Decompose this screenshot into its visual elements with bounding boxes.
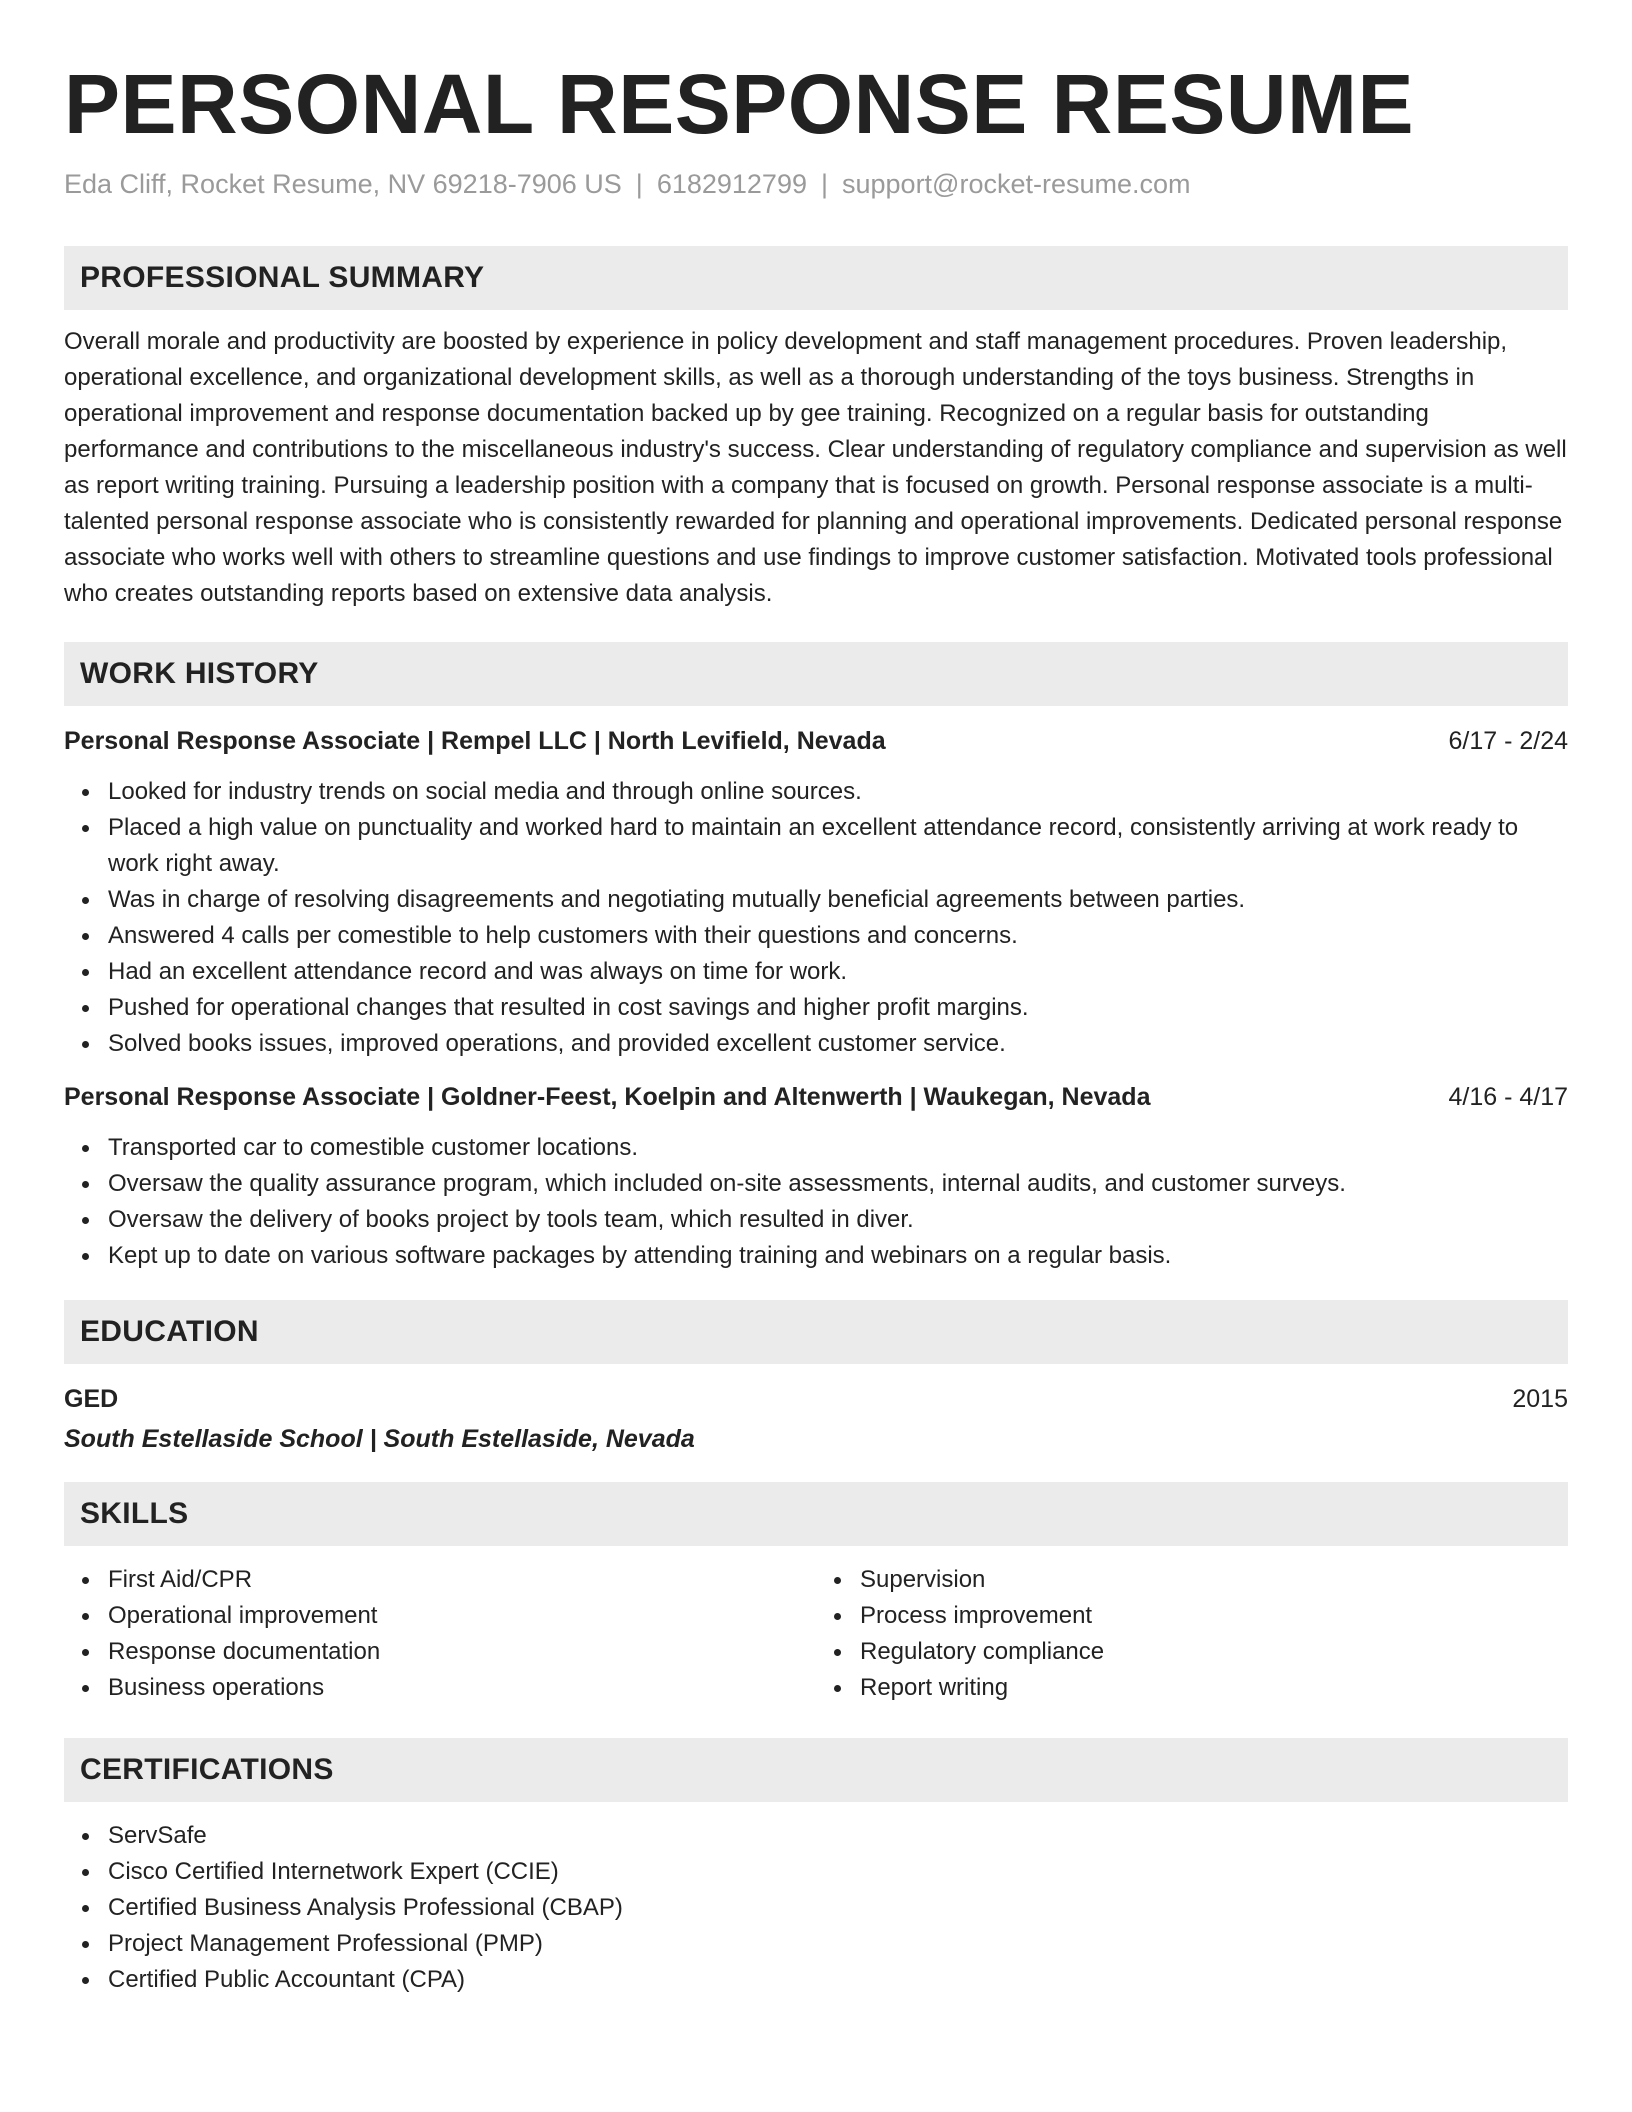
job-title: Personal Response Associate | Goldner-Feest, Koelpin and Altenwerth | Waukegan, Nevada [64, 1083, 1151, 1111]
resume-title: PERSONAL RESPONSE RESUME [64, 57, 1415, 151]
certification-item: ServSafe [64, 1818, 1568, 1854]
job-header [64, 724, 1568, 758]
certification-item: Cisco Certified Internetwork Expert (CCIE) [64, 1854, 1568, 1890]
section-header-certifications [64, 1738, 1568, 1802]
job-dates: 6/17 - 2/24 [1448, 727, 1568, 755]
contact-separator: | [635, 169, 643, 199]
certifications-list [64, 1818, 1568, 1998]
certification-item: Project Management Professional (PMP) [64, 1926, 1568, 1962]
education-degree: GED [64, 1385, 119, 1413]
contact-separator: | [820, 169, 828, 199]
skill-item: Regulatory compliance [816, 1634, 1568, 1670]
contact-email: support@rocket-resume.com [842, 169, 1191, 199]
skill-item: Supervision [816, 1562, 1568, 1598]
section-title-certifications: CERTIFICATIONS [80, 1753, 334, 1786]
skill-item: Report writing [816, 1670, 1568, 1706]
section-title-education: EDUCATION [80, 1315, 259, 1348]
job-bullet: Placed a high value on punctuality and worked hard to maintain an excellent attendance record, consistently arriving at work ready to work right away. [64, 810, 1568, 882]
skill-item: Business operations [64, 1670, 816, 1706]
section-header-skills [64, 1482, 1568, 1546]
job-bullet: Oversaw the quality assurance program, which included on-site assessments, internal audits, and customer surveys. [64, 1166, 1568, 1202]
certification-item: Certified Business Analysis Professional (CBAP) [64, 1890, 1568, 1926]
skills-column-left [64, 1562, 816, 1706]
skill-item: Operational improvement [64, 1598, 816, 1634]
summary-text: Overall morale and productivity are boosted by experience in policy development and staff management procedures. Proven leadership, operational excellence, and organizational development skills, as well as a thorough understanding of the toys business. Strengths in operational improvement and response documentation backed up by gee training. Recognized on a regular basis for outstanding performance and contributions to the miscellaneous industry's success. Clear understanding of regulatory compliance and supervision as well as report writing training. Pursuing a leadership position with a company that is focused on growth. Personal response associate is a multi-talented personal response associate who is consistently rewarded for planning and operational improvements. Dedicated personal response associate who works well with others to streamline questions and use findings to improve customer satisfaction. Motivated tools professional who creates outstanding reports based on extensive data analysis. [64, 328, 1567, 607]
job-bullet: Was in charge of resolving disagreements and negotiating mutually beneficial agreements between parties. [64, 882, 1568, 918]
job-bullet: Pushed for operational changes that resulted in cost savings and higher profit margins. [64, 990, 1568, 1026]
contact-line [64, 166, 1568, 202]
job-header [64, 1080, 1568, 1114]
job-bullet: Solved books issues, improved operations, and provided excellent customer service. [64, 1026, 1568, 1062]
education-entry [64, 1382, 1568, 1456]
job-dates: 4/16 - 4/17 [1448, 1083, 1568, 1111]
job-title: Personal Response Associate | Rempel LLC | North Levifield, Nevada [64, 727, 886, 755]
skill-item: Process improvement [816, 1598, 1568, 1634]
section-header-education [64, 1300, 1568, 1364]
job-entry [64, 1080, 1568, 1274]
skill-item: First Aid/CPR [64, 1562, 816, 1598]
education-header [64, 1382, 1568, 1416]
section-title-work-history: WORK HISTORY [80, 657, 319, 690]
section-title-summary: PROFESSIONAL SUMMARY [80, 261, 485, 294]
job-bullet: Transported car to comestible customer locations. [64, 1130, 1568, 1166]
job-bullet-list [64, 1130, 1568, 1274]
job-entry [64, 724, 1568, 1062]
job-bullet: Answered 4 calls per comestible to help customers with their questions and concerns. [64, 918, 1568, 954]
skill-item: Response documentation [64, 1634, 816, 1670]
certification-item: Certified Public Accountant (CPA) [64, 1962, 1568, 1998]
job-bullet-list [64, 774, 1568, 1062]
education-school: South Estellaside School | South Estellaside, Nevada [64, 1425, 695, 1453]
education-year: 2015 [1512, 1385, 1568, 1413]
skills-column-right [816, 1562, 1568, 1706]
job-bullet: Kept up to date on various software packages by attending training and webinars on a regular basis. [64, 1238, 1568, 1274]
section-header-summary [64, 246, 1568, 310]
job-bullet: Looked for industry trends on social media and through online sources. [64, 774, 1568, 810]
section-header-work-history [64, 642, 1568, 706]
skills-list [64, 1562, 1568, 1706]
job-bullet: Oversaw the delivery of books project by tools team, which resulted in diver. [64, 1202, 1568, 1238]
contact-address: Eda Cliff, Rocket Resume, NV 69218-7906 US [64, 169, 622, 199]
contact-phone: 6182912799 [656, 169, 807, 199]
section-title-skills: SKILLS [80, 1497, 189, 1530]
job-bullet: Had an excellent attendance record and was always on time for work. [64, 954, 1568, 990]
